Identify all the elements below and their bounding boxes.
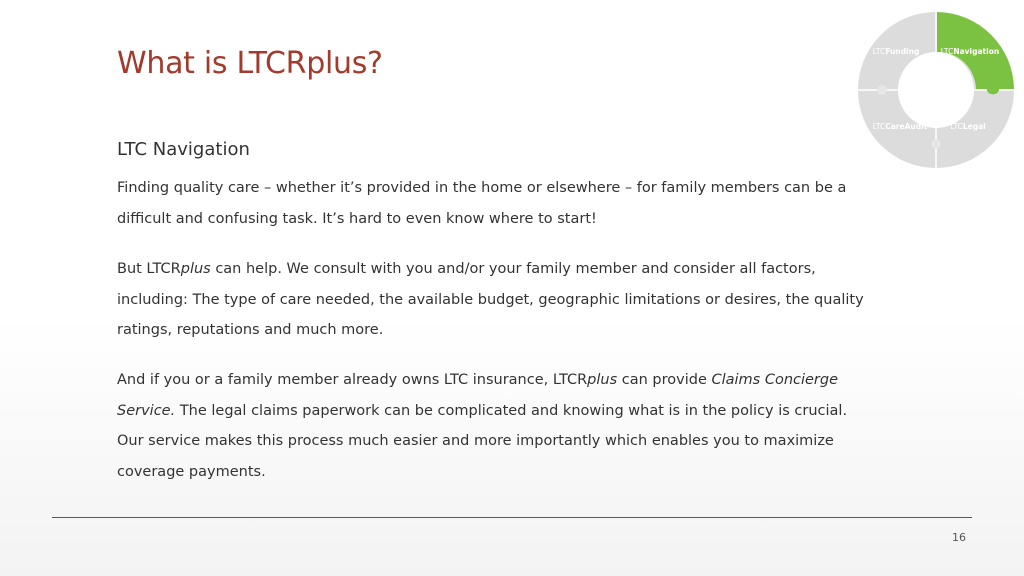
paragraph-claims-text-middle: can provide <box>617 372 712 388</box>
paragraph-intro-text: Finding quality care – whether it’s provided in the home or elsewhere – for family members can be a difficult and confusing task. It’s hard to even know where to start! <box>117 180 847 227</box>
section-subheading: LTC Navigation <box>117 139 250 160</box>
claims-concierge-service-italic: Claims Concierge Service. <box>117 372 839 419</box>
paragraph-help-text-start: But LTCR <box>117 261 181 277</box>
brand-plus-italic: plus <box>587 372 618 388</box>
brand-plus-italic: plus <box>180 261 211 277</box>
wheel-puzzle-tab-bottom <box>931 139 941 149</box>
paragraph-help-text-rest: can help. We consult with you and/or your family member and consider all factors, including: The type of care needed, the available budget, geographic limitations or desires, the quality ratings, reputations and much more. <box>117 261 864 338</box>
paragraph-claims <box>117 365 877 487</box>
wheel-puzzle-tab-left <box>877 85 887 95</box>
paragraph-claims-text-rest: The legal claims paperwork can be complicated and knowing what is in the policy is crucial. Our service makes this process much easier and more importantly which enables you to maximize coverage payments. <box>117 402 848 480</box>
page-number: 16 <box>952 531 966 544</box>
wheel-label-navigation: LTCNavigation <box>940 47 1000 56</box>
paragraph-claims-text-start: And if you or a family member already owns LTC insurance, LTCR <box>117 372 588 388</box>
paragraph-help <box>117 254 877 346</box>
footer-divider <box>52 517 972 518</box>
slide-title: What is LTCRplus? <box>117 46 383 81</box>
wheel-label-legal: LTCLegal <box>950 122 986 131</box>
paragraph-intro <box>117 173 877 234</box>
wheel-label-care-audit: LTCCareAudit <box>872 122 928 131</box>
wheel-label-funding: LTCFunding <box>872 47 920 56</box>
ltc-services-wheel-icon <box>858 12 1014 168</box>
wheel-center <box>898 52 974 128</box>
